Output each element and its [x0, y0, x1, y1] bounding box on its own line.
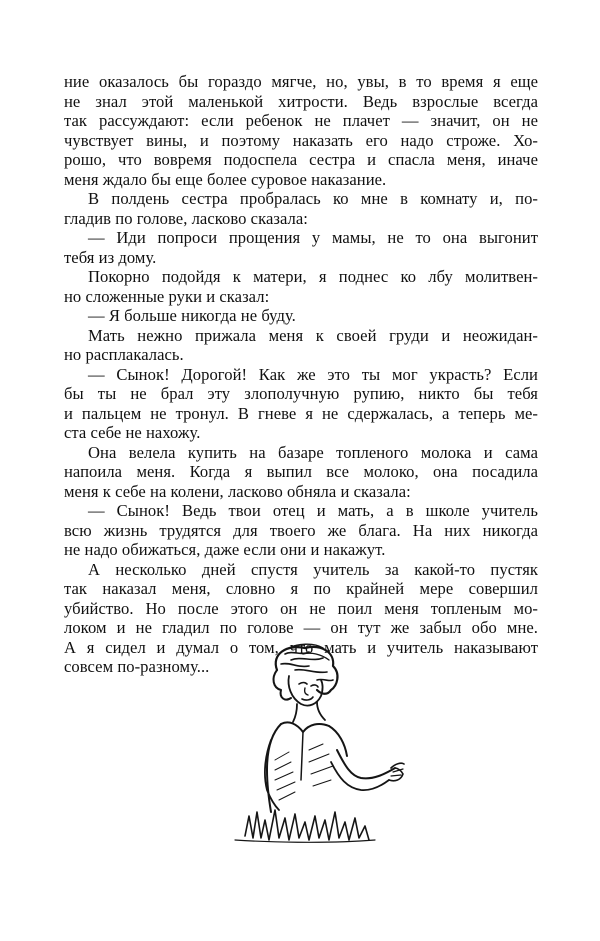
text-line: рошо, что вовремя подоспела сестра и спасла меня, иначе: [64, 150, 538, 169]
text-line: ста себе не нахожу.: [64, 423, 201, 442]
text-line: не знал этой маленькой хитрости. Ведь взрослые всегда: [64, 91, 538, 111]
text-line: убийство. Но после этого он не поил меня топленым мо-: [64, 598, 538, 618]
text-line: гладив по голове, ласково сказала:: [64, 208, 308, 228]
text-line: ние оказалось бы гораздо мягче, но, увы, в то время я еще: [64, 72, 538, 91]
text-line: напоила меня. Когда я выпил все молоко, она посадила: [64, 462, 538, 481]
text-line: так рассуждают: если ребенок не плачет — значит, он не: [64, 111, 538, 130]
text-line: но расплакалась.: [64, 345, 184, 364]
text-line: бы ты не брал эту злополучную рупию, никто бы тебя: [64, 384, 538, 403]
text-line: совсем по-разному...: [64, 657, 210, 676]
text-line: — Сынок! Дорогой! Как же это ты мог украсть? Если: [88, 364, 538, 384]
text-line: — Я больше никогда не буду.: [88, 306, 296, 325]
text-line: А несколько дней спустя учитель за какой-то пустяк: [88, 559, 538, 579]
text-line: и пальцем не тронул. В гневе я не сдержалась, а теперь ме-: [64, 403, 538, 423]
text-line: тебя из дому.: [64, 247, 157, 267]
text-line: Она велела купить на базаре топленого молока и сама: [88, 442, 538, 462]
text-line: меня ждало бы еще более суровое наказание.: [64, 169, 387, 189]
text-line: чувствует вины, и поэтому наказать его надо строже. Хо-: [64, 130, 538, 150]
page-text: [64, 72, 538, 677]
text-line: А я сидел и думал о том, что мать и учитель наказывают: [64, 637, 538, 657]
text-line: — Сынок! Ведь твои отец и мать, а в школе учитель: [88, 501, 538, 520]
text-line: не надо обижаться, даже если они и накажут.: [64, 540, 386, 559]
text-line: Покорно подойдя к матери, я поднес ко лбу молитвен-: [88, 267, 538, 286]
text-line: меня к себе на колени, ласково обняла и сказала:: [64, 481, 411, 501]
text-line: В полдень сестра пробралась ко мне в комнату и, по-: [88, 189, 538, 208]
text-line: Мать нежно прижала меня к своей груди и неожидан-: [88, 325, 538, 345]
text-line: локом и не гладил по голове — он тут же забыл обо мне.: [64, 618, 538, 637]
text-line: всю жизнь трудятся для твоего же блага. На них никогда: [64, 520, 538, 540]
text-line: но сложенные руки и сказал:: [64, 286, 270, 306]
text-line: так наказал меня, словно я по крайней мере совершил: [64, 579, 538, 598]
text-line: — Иди попроси прощения у мамы, не то она выгонит: [88, 228, 538, 247]
boy-with-outstretched-hand-sketch-icon: [205, 640, 405, 850]
